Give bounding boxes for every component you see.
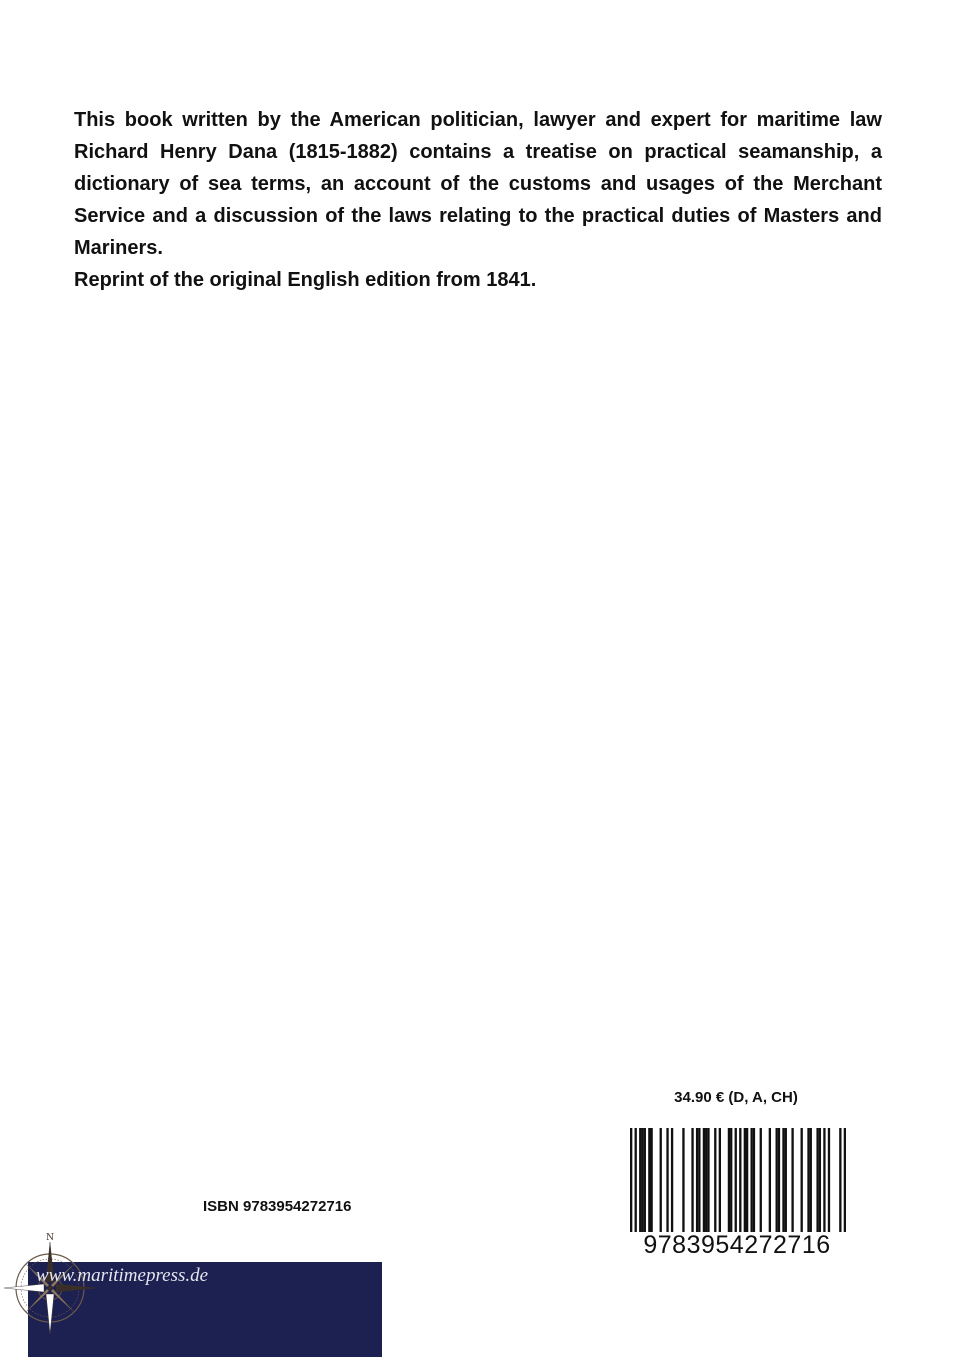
barcode-bar (760, 1128, 762, 1232)
barcode-bar (730, 1128, 732, 1232)
barcode-bar (707, 1128, 709, 1232)
barcode-bar (682, 1128, 684, 1232)
back-cover-blurb (74, 104, 882, 296)
isbn-label: ISBN 9783954272716 (203, 1198, 352, 1215)
barcode-bar (823, 1128, 825, 1232)
barcode-bar (819, 1128, 821, 1232)
price-label: 34.90 € (D, A, CH) (674, 1089, 798, 1106)
barcode-bar (753, 1128, 755, 1232)
barcode-bar (810, 1128, 812, 1232)
publisher-website-link[interactable]: www.maritimepress.de (36, 1265, 209, 1286)
isbn-barcode (630, 1128, 846, 1232)
barcode-bar (641, 1128, 643, 1232)
barcode-bar (714, 1128, 716, 1232)
barcode-bar (630, 1128, 632, 1232)
barcode-bar (744, 1128, 746, 1232)
barcode-bar (801, 1128, 803, 1232)
barcode-bar (816, 1128, 818, 1232)
barcode-bar (650, 1128, 652, 1232)
barcode-bar (735, 1128, 737, 1232)
barcode-bar (778, 1128, 780, 1232)
barcode-bar (719, 1128, 721, 1232)
barcode-bar (728, 1128, 730, 1232)
barcode-bar (648, 1128, 650, 1232)
svg-text:N: N (46, 1233, 54, 1243)
barcode-bar (703, 1128, 705, 1232)
reprint-note: Reprint of the original English edition from 1841. (74, 269, 537, 291)
barcode-bar (785, 1128, 787, 1232)
barcode-bar (660, 1128, 662, 1232)
blurb-paragraph: This book written by the American politician, lawyer and expert for maritime law Richard Henry Dana (1815-1882) contains a treatise on practical seamanship, a dictionary of sea terms, an account of the customs and usages of the Merchant Service and a discussion of the laws relating to the practical duties of Masters and Mariners. (74, 109, 882, 259)
barcode-bar (828, 1128, 830, 1232)
barcode-bar (691, 1128, 693, 1232)
barcode-bar (671, 1128, 673, 1232)
barcode-bar (739, 1128, 741, 1232)
barcode-bar (696, 1128, 698, 1232)
barcode-bar (791, 1128, 793, 1232)
barcode-bar (776, 1128, 778, 1232)
barcode-bar (807, 1128, 809, 1232)
barcode-bar (666, 1128, 668, 1232)
barcode-bar (705, 1128, 707, 1232)
barcode-bar (839, 1128, 841, 1232)
barcode-bar (844, 1128, 846, 1232)
barcode-bar (644, 1128, 646, 1232)
barcode-bar (698, 1128, 700, 1232)
barcode-bar (769, 1128, 771, 1232)
barcode-bar (746, 1128, 748, 1232)
barcode-bar (782, 1128, 784, 1232)
barcode-bar (635, 1128, 637, 1232)
barcode-bar (751, 1128, 753, 1232)
barcode-digits: 9783954272716 (643, 1231, 831, 1259)
barcode-bar (639, 1128, 641, 1232)
